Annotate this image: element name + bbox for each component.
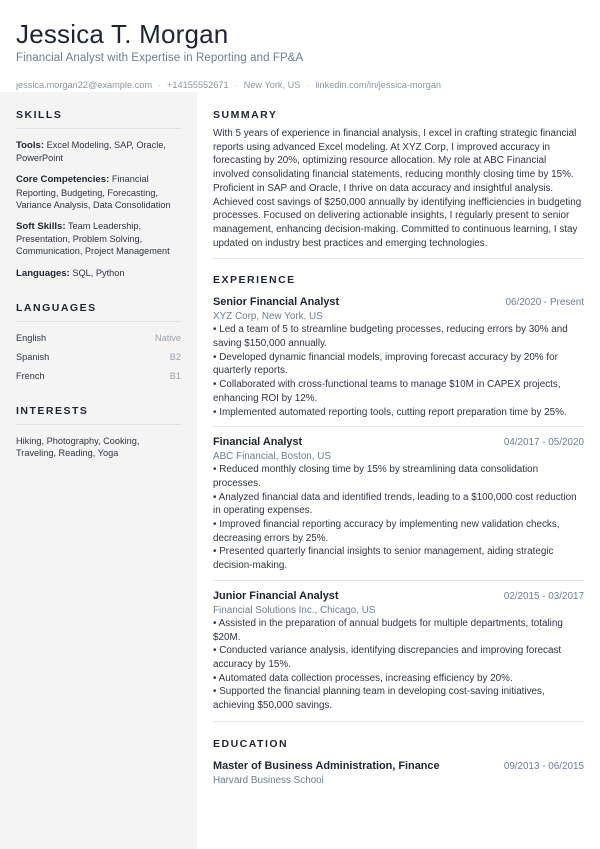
education-school: Harvard Business School	[213, 774, 324, 786]
education-section-title: EDUCATION	[213, 737, 289, 750]
job-company: Financial Solutions Inc., Chicago, US	[213, 604, 376, 616]
skill-label: Tools:	[16, 140, 45, 151]
job-title: Senior Financial Analyst	[213, 296, 340, 309]
job-bullet: • Analyzed financial data and identified trends, leading to a $100,000 cost reduction in operating expenses.	[213, 491, 577, 517]
skill-value: Team Leadership, Presentation, Problem Solving, Communication, Project Management	[16, 221, 170, 257]
language-level: B1	[169, 370, 181, 381]
candidate-headline: Financial Analyst with Expertise in Reporting and FP&A	[16, 52, 304, 64]
job-title: Financial Analyst	[213, 436, 303, 449]
skill-label: Soft Skills:	[16, 221, 66, 233]
skill-item	[16, 220, 181, 258]
language-level: B2	[169, 351, 181, 362]
skills-section-title: SKILLS	[16, 109, 181, 129]
contact-separator: ·	[234, 80, 238, 90]
language-row	[16, 332, 181, 344]
main-content	[197, 92, 600, 849]
job-company: XYZ Corp, New York, US	[213, 311, 323, 323]
job-bullet: • Supported the financial planning team in developing cost-saving initiatives, achieving $50,000 savings.	[213, 686, 545, 712]
job-date: 04/2017 - 05/2020	[503, 437, 584, 449]
contact-line	[16, 79, 584, 91]
language-name: French	[16, 370, 45, 381]
summary-section-title: SUMMARY	[213, 109, 278, 121]
language-name: English	[16, 332, 47, 343]
contact-linkedin[interactable]: linkedin.com/in/jessica-morgan	[315, 80, 442, 90]
experience-section-title: EXPERIENCE	[213, 274, 296, 287]
skill-label: Languages:	[16, 267, 70, 279]
job-bullet: • Automated data collection processes, increasing efficiency by 20%.	[213, 672, 513, 684]
interests-section-title: INTERESTS	[16, 405, 181, 425]
job-date: 02/2015 - 03/2017	[503, 590, 584, 602]
job-bullet: • Reduced monthly closing time by 15% by streamlining data consolidation processes.	[213, 464, 539, 489]
job-bullet: • Developed dynamic financial models, improving forecast accuracy by 20% for quarterly reports.	[213, 351, 558, 377]
job-bullet: • Implemented automated reporting tools, cutting report preparation time by 25%.	[213, 406, 567, 418]
contact-email[interactable]: jessica.morgan22@example.com	[16, 80, 152, 90]
skill-label: Core Competencies:	[16, 174, 110, 186]
candidate-name: Jessica T. Morgan	[16, 19, 229, 49]
skill-value: SQL, Python	[72, 267, 125, 278]
language-name: Spanish	[16, 351, 50, 362]
job-entry	[213, 435, 584, 573]
job-bullet: • Conducted variance analysis, identifying discrepancies and improving forecast accuracy by 15%.	[213, 645, 562, 670]
skill-item	[16, 139, 181, 164]
interests-text: Hiking, Photography, Cooking, Traveling, Reading, Yoga	[16, 435, 140, 459]
job-title: Junior Financial Analyst	[213, 589, 339, 602]
education-date: 09/2013 - 06/2015	[503, 760, 584, 772]
job-date: 06/2020 - Present	[505, 297, 584, 309]
language-row	[16, 351, 181, 363]
job-entry	[213, 295, 584, 419]
job-bullet: • Collaborated with cross-functional teams to manage $10M in CAPEX projects, enhancing ROI by 12%.	[213, 379, 561, 404]
resume-header	[0, 0, 600, 92]
skill-value: Financial Reporting, Budgeting, Forecasting, Variance Analysis, Data Consolidation	[16, 174, 171, 210]
job-bullet: • Led a team of 5 to streamline budgeting processes, reducing errors by 30% and saving $150,000 annually.	[213, 324, 568, 350]
contact-separator: ·	[157, 80, 162, 90]
contact-phone[interactable]: +14155552671	[167, 80, 229, 90]
contact-separator: ·	[306, 80, 310, 90]
language-row	[16, 370, 181, 382]
job-bullet: • Assisted in the preparation of annual budgets for multiple departments, totaling $20M.	[213, 617, 563, 643]
languages-section-title: LANGUAGES	[16, 302, 181, 322]
language-level: Native	[154, 332, 181, 343]
job-bullet: • Improved financial reporting accuracy by implementing new validation checks, decreasing errors by 25%.	[213, 519, 560, 544]
job-entry	[213, 589, 584, 713]
education-entry	[213, 759, 584, 787]
summary-text: With 5 years of experience in financial analysis, I excel in crafting strategic financial reports using advanced Excel modeling. At XYZ Corp, I improved accuracy in forecasting by 20%, optimizing resource allocation. My role at ABC Financial involved consolidating financial statements, reducing monthly closing time by 15%. Proficient in SAP and Oracle, I thrive on data accuracy and insightful analysis. Achieved cost savings of $250,000 annually by identifying inefficiencies in budgeting processes. Focused on delivering actionable insights, I regularly present to senior management, enhancing decision-making. Committed to continuous learning, I stay updated on industry best practices and emerging technologies.	[213, 128, 582, 249]
education-degree: Master of Business Administration, Finance	[213, 759, 440, 772]
sidebar	[0, 92, 197, 849]
skill-item	[16, 267, 181, 280]
skill-value: Excel Modeling, SAP, Oracle, PowerPoint	[16, 140, 166, 164]
skill-item	[16, 173, 181, 211]
contact-location: New York, US	[243, 80, 301, 90]
job-company: ABC Financial, Boston, US	[213, 451, 332, 463]
job-bullet: • Presented quarterly financial insights to senior management, aiding strategic decision-making.	[213, 546, 554, 572]
